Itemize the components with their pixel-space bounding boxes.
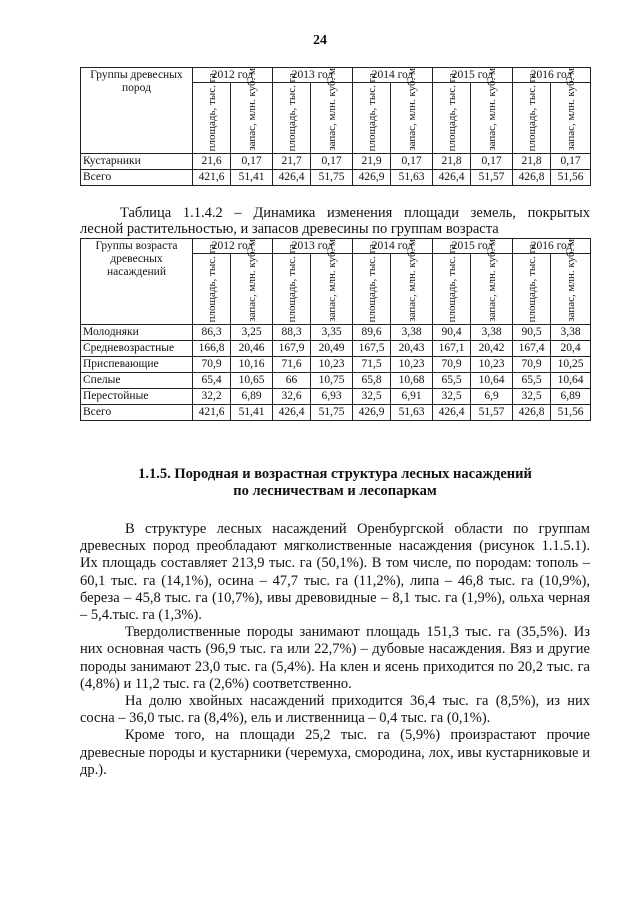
year-header: 2012 год	[193, 239, 273, 254]
subheader-label: площадь, тыс. га	[445, 72, 458, 151]
table-cell: 51,75	[311, 170, 353, 186]
year-header: 2015 год	[433, 68, 513, 83]
table-row	[81, 405, 591, 421]
table-cell: 66	[273, 373, 311, 389]
area-subheader	[353, 243, 391, 325]
table-cell: 10,23	[471, 357, 513, 373]
table-cell: 6,93	[311, 389, 353, 405]
table-cell: 51,57	[471, 405, 513, 421]
table-cell: 10,64	[551, 373, 591, 389]
table-cell: 20,4	[551, 341, 591, 357]
table-row	[81, 170, 591, 186]
year-header: 2014 год	[353, 68, 433, 83]
paragraph: На долю хвойных насаждений приходится 36,4 тыс. га (8,5%), из них сосна – 36,0 тыс. га (8,4%), ель и лиственница – 0,4 тыс. га (0,1%).	[80, 693, 590, 727]
table-cell: 0,17	[551, 154, 591, 170]
table-cell: 90,4	[433, 325, 471, 341]
caption-line-2: лесной растительностью, и запасов древесины по группам возраста	[80, 221, 499, 237]
table-row	[81, 389, 591, 405]
row-label: Кустарники	[81, 154, 193, 170]
table-cell: 32,5	[433, 389, 471, 405]
table-cell: 6,89	[231, 389, 273, 405]
table-row	[81, 154, 591, 170]
body-text	[80, 521, 590, 779]
table-cell: 421,6	[193, 170, 231, 186]
table-cell: 51,75	[311, 405, 353, 421]
table-cell: 86,3	[193, 325, 231, 341]
row-label: Приспевающие	[81, 357, 193, 373]
table-cell: 32,5	[353, 389, 391, 405]
table-cell: 71,6	[273, 357, 311, 373]
table-cell: 51,63	[391, 405, 433, 421]
year-header: 2016 год	[513, 239, 591, 254]
table-cell: 10,23	[391, 357, 433, 373]
heading-line-1: 1.1.5. Породная и возрастная структура лесных насаждений	[138, 466, 532, 482]
table-row	[81, 341, 591, 357]
table-cell: 426,4	[433, 405, 471, 421]
subheader-label: запас, млн. куб. м	[245, 68, 258, 151]
section-heading	[80, 466, 590, 500]
table-cell: 10,65	[231, 373, 273, 389]
caption-line-1: Таблица 1.1.4.2 – Динамика изменения площади земель, покрытых	[120, 205, 590, 221]
table-cell: 20,43	[391, 341, 433, 357]
subheader-label: запас, млн. куб. м	[245, 239, 258, 322]
table-cell: 32,6	[273, 389, 311, 405]
area-subheader	[193, 243, 231, 325]
area-subheader	[433, 72, 471, 154]
subheader-label: площадь, тыс. га	[365, 72, 378, 151]
table-cell: 32,5	[513, 389, 551, 405]
table-cell: 51,63	[391, 170, 433, 186]
row-label: Перестойные	[81, 389, 193, 405]
table-cell: 89,6	[353, 325, 391, 341]
table-cell: 20,49	[311, 341, 353, 357]
table-cell: 21,8	[513, 154, 551, 170]
subheader-label: запас, млн. куб. м	[325, 239, 338, 322]
subheader-label: площадь, тыс. га	[525, 72, 538, 151]
table-cell: 3,38	[471, 325, 513, 341]
table-cell: 167,9	[273, 341, 311, 357]
table-row	[81, 373, 591, 389]
group-header: Группы древесных пород	[81, 68, 193, 154]
table-cell: 70,9	[193, 357, 231, 373]
table-caption	[80, 205, 590, 237]
subheader-label: запас, млн. куб. м	[564, 239, 577, 322]
table-body	[81, 154, 591, 186]
table-cell: 20,42	[471, 341, 513, 357]
paragraph: Кроме того, на площади 25,2 тыс. га (5,9%) произрастают прочие древесные породы и кустарники (черемуха, смородина, лох, ивы кустарниковые и др.).	[80, 727, 590, 778]
subheader-label: запас, млн. куб. м	[325, 68, 338, 151]
table-cell: 0,17	[471, 154, 513, 170]
table-cell: 6,91	[391, 389, 433, 405]
year-header: 2014 год	[353, 239, 433, 254]
table-cell: 426,8	[513, 170, 551, 186]
table-cell: 426,4	[433, 170, 471, 186]
table-cell: 10,64	[471, 373, 513, 389]
page-number: 24	[313, 33, 327, 48]
table-cell: 10,68	[391, 373, 433, 389]
table-cell: 426,9	[353, 170, 391, 186]
table-cell: 166,8	[193, 341, 231, 357]
table-cell: 70,9	[433, 357, 471, 373]
year-header: 2016 год	[513, 68, 591, 83]
table-cell: 21,9	[353, 154, 391, 170]
area-subheader	[433, 243, 471, 325]
table-cell: 421,6	[193, 405, 231, 421]
table-cell: 6,89	[551, 389, 591, 405]
table-cell: 426,8	[513, 405, 551, 421]
table-cell: 65,5	[513, 373, 551, 389]
area-subheader	[193, 72, 231, 154]
table-cell: 0,17	[391, 154, 433, 170]
table-cell: 167,4	[513, 341, 551, 357]
species-table	[80, 67, 591, 186]
table-cell: 3,25	[231, 325, 273, 341]
subheader-label: площадь, тыс. га	[285, 72, 298, 151]
subheader-label: площадь, тыс. га	[285, 243, 298, 322]
paragraph: В структуре лесных насаждений Оренбургской области по группам древесных пород преобладают мягколиственные насаждения (рисунок 1.1.5.1). Их площадь составляет 213,9 тыс. га (50,1%). В том числе, по породам: тополь – 60,1 тыс. га (14,1%), осина – 47,7 тыс. га (11,2%), липа – 46,8 тыс. га (10,9%), береза – 45,8 тыс. га (10,7%), ивы древовидные – 8,1 тыс. га (1,9%), ольха черная – 5,4.тыс. га (1,3%).	[80, 521, 590, 624]
year-header: 2015 год	[433, 239, 513, 254]
table-cell: 20,46	[231, 341, 273, 357]
table-cell: 32,2	[193, 389, 231, 405]
table-cell: 426,4	[273, 170, 311, 186]
heading-line-2: по лесничествам и лесопаркам	[233, 483, 437, 499]
year-header: 2013 год	[273, 239, 353, 254]
table-row	[81, 325, 591, 341]
table-cell: 167,5	[353, 341, 391, 357]
subheader-label: запас, млн. куб. м	[485, 239, 498, 322]
area-subheader	[513, 72, 551, 154]
table-cell: 70,9	[513, 357, 551, 373]
subheader-label: запас, млн. куб. м	[564, 68, 577, 151]
table-cell: 71,5	[353, 357, 391, 373]
table-cell: 65,8	[353, 373, 391, 389]
area-subheader	[273, 243, 311, 325]
area-subheader	[273, 72, 311, 154]
table-cell: 10,16	[231, 357, 273, 373]
table-cell: 3,38	[551, 325, 591, 341]
table-cell: 0,17	[311, 154, 353, 170]
table-row	[81, 357, 591, 373]
subheader-label: площадь, тыс. га	[445, 243, 458, 322]
table-cell: 167,1	[433, 341, 471, 357]
table-cell: 51,56	[551, 170, 591, 186]
table-cell: 0,17	[231, 154, 273, 170]
row-label: Всего	[81, 405, 193, 421]
subheader-label: площадь, тыс. га	[205, 72, 218, 151]
table-cell: 3,35	[311, 325, 353, 341]
subheader-label: площадь, тыс. га	[365, 243, 378, 322]
table-cell: 10,75	[311, 373, 353, 389]
row-label: Средневозрастные	[81, 341, 193, 357]
paragraph: Твердолиственные породы занимают площадь 151,3 тыс. га (35,5%). Из них основная часть (96,9 тыс. га или 22,7%) – дубовые насаждения. Вяз и другие породы занимают 23,0 тыс. га (5,4%). На клен и ясень приходится по 20,2 тыс. га (4,8%) и 11,2 тыс. га (2,6%) соответственно.	[80, 624, 590, 692]
area-subheader	[353, 72, 391, 154]
table-cell: 51,57	[471, 170, 513, 186]
table-cell: 21,8	[433, 154, 471, 170]
table-cell: 51,41	[231, 405, 273, 421]
table-cell: 21,6	[193, 154, 231, 170]
row-label: Молодняки	[81, 325, 193, 341]
table-cell: 21,7	[273, 154, 311, 170]
table-cell: 88,3	[273, 325, 311, 341]
age-groups-table	[80, 238, 591, 421]
table-cell: 3,38	[391, 325, 433, 341]
area-subheader	[513, 243, 551, 325]
subheader-label: площадь, тыс. га	[525, 243, 538, 322]
table-cell: 10,25	[551, 357, 591, 373]
row-label: Спелые	[81, 373, 193, 389]
subheader-label: запас, млн. куб. м	[405, 239, 418, 322]
subheader-label: запас, млн. куб. м	[485, 68, 498, 151]
table-cell: 65,5	[433, 373, 471, 389]
table-cell: 10,23	[311, 357, 353, 373]
year-header: 2013 год	[273, 68, 353, 83]
subheader-label: запас, млн. куб. м	[405, 68, 418, 151]
table-body	[81, 325, 591, 421]
table-cell: 51,56	[551, 405, 591, 421]
group-header: Группы возраста древесных насаждений	[81, 239, 193, 325]
table-cell: 65,4	[193, 373, 231, 389]
row-label: Всего	[81, 170, 193, 186]
table-cell: 426,9	[353, 405, 391, 421]
table-cell: 426,4	[273, 405, 311, 421]
table-cell: 51,41	[231, 170, 273, 186]
table-cell: 6,9	[471, 389, 513, 405]
subheader-label: площадь, тыс. га	[205, 243, 218, 322]
year-header: 2012 год	[193, 68, 273, 83]
table-cell: 90,5	[513, 325, 551, 341]
